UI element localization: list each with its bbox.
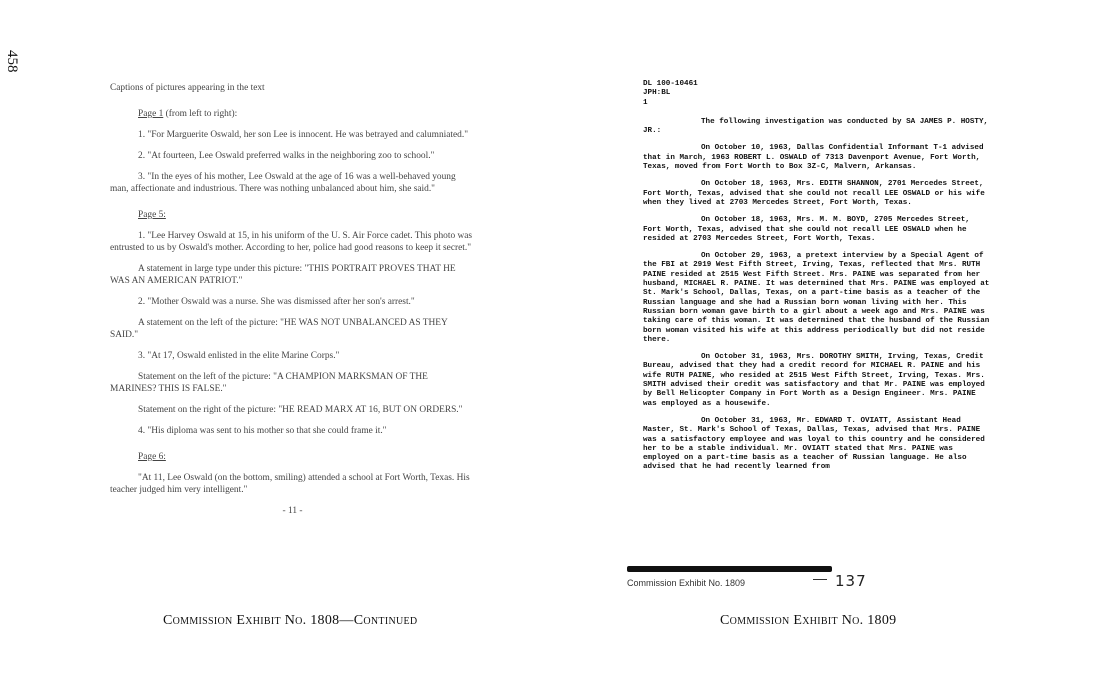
caption-item: Statement on the right of the picture: "HE READ MARX AT 16, BUT ON ORDERS."	[138, 405, 463, 415]
report-paragraph: On October 29, 1963, a pretext interview by a Special Agent of the FBI at 2919 West Fifth Street, Irving, Texas, reflected that Mrs. RUTH PAINE resided at 2515 West Fifth Street. Mrs. PAINE was separated from her husband, MICHAEL R. PAINE. It was determined that Mrs. PAINE was employed at St. Mark's School, Dallas, Texas, on a part-time basis as a teacher of the Russian language and she had a Russian born woman living with her. This Russian born woman gave birth to a girl about a week ago and Mrs. PAINE was taking care of this woman. It was determined that the husband of the Russian born woman visited his wife at this address periodically but did not reside there.	[643, 252, 990, 344]
caption-item: 1. "For Marguerite Oswald, her son Lee is innocent. He was betrayed and calumniated."	[138, 130, 469, 140]
left-exhibit-page	[110, 82, 475, 526]
page5-heading: Page 5:	[138, 210, 166, 220]
caption-item: 2. "Mother Oswald was a nurse. She was dismissed after her son's arrest."	[138, 297, 415, 307]
report-paragraph: On October 18, 1963, Mrs. EDITH SHANNON, 2701 Mercedes Street, Fort Worth, Texas, advised that she could not recall LEE OSWALD or his wife when they lived at 2703 Mercedes Street, Fort Worth, Texas.	[643, 180, 985, 207]
report-intro: The following investigation was conducted by SA JAMES P. HOSTY, JR.:	[643, 117, 989, 136]
exhibit-caption-left: Commission Exhibit No. 1808—Continued	[163, 613, 418, 628]
caption-item: 2. "At fourteen, Lee Oswald preferred walks in the neighboring zoo to school."	[138, 151, 435, 161]
file-page: 1	[643, 98, 648, 107]
stamp-dash: —	[813, 570, 827, 586]
exhibit-stamp: Commission Exhibit No. 1809	[627, 578, 746, 588]
page1-heading	[138, 108, 475, 120]
left-page-header: Captions of pictures appearing in the text	[110, 83, 265, 93]
handwritten-number: 137	[835, 572, 867, 590]
page1-heading-note: (from left to right):	[163, 109, 238, 119]
report-paragraph: On October 18, 1963, Mrs. M. M. BOYD, 2705 Mercedes Street, Fort Worth, Texas, advised that she could not recall LEE OSWALD when he resided at 2703 Mercedes Street, Fort Worth, Texas.	[643, 216, 970, 243]
file-initials: JPH:BL	[643, 89, 671, 98]
page1-heading-label: Page 1	[138, 109, 164, 119]
report-paragraph: On October 31, 1963, Mrs. DOROTHY SMITH, Irving, Texas, Credit Bureau, advised that they had a credit record for MICHAEL R. PAINE and his wife RUTH PAINE, who resided at 2515 West Fifth Street, Irving, Texas. Mrs. SMITH advised their credit was satisfactory and that Mr. PAINE was employed by Bell Helicopter Company in Fort Worth as a Design Engineer. Mrs. PAINE was employed as a housewife.	[643, 353, 985, 408]
report-paragraph: On October 10, 1963, Dallas Confidential Informant T-1 advised that in March, 1963 ROBERT L. OSWALD of 7313 Davenport Avenue, Fort Worth, Texas, moved from Fort Worth to Box 3Z-C, Malvern, Arkansas.	[643, 144, 984, 172]
exhibit-caption-right: Commission Exhibit No. 1809	[720, 613, 897, 628]
caption-item: A statement on the left of the picture: "HE WAS NOT UNBALANCED AS THEY SAID."	[110, 318, 448, 340]
caption-item: 1. "Lee Harvey Oswald at 15, in his uniform of the U. S. Air Force cadet. This photo was entrusted to us by Oswald's mother. According to her, police had good reasons to keep it secret."	[110, 231, 473, 253]
page6-heading: Page 6:	[138, 452, 166, 462]
page-number: 458	[4, 50, 20, 73]
caption-item: A statement in large type under this picture: "THIS PORTRAIT PROVES THAT HE WAS AN AMERICAN PATRIOT."	[110, 264, 456, 286]
right-exhibit-page	[643, 80, 990, 481]
stamp-bar	[627, 566, 832, 572]
caption-item: 4. "His diploma was sent to his mother so that she could frame it."	[138, 426, 387, 436]
caption-item: 3. "At 17, Oswald enlisted in the elite Marine Corps."	[138, 351, 340, 361]
left-page-footer-number: - 11 -	[282, 506, 303, 516]
caption-item: 3. "In the eyes of his mother, Lee Oswald at the age of 16 was a well-behaved young man, affectionate and industrious. There was nothing unbalanced about him, she said."	[110, 172, 456, 194]
file-number: DL 100-10461	[643, 80, 698, 88]
report-paragraph: On October 31, 1963, Mr. EDWARD T. OVIATT, Assistant Head Master, St. Mark's School of Texas, Dallas, Texas, advised that Mrs. PAINE was a satisfactory employee and was loyal to this country and he considered her to be a stable individual. Mr. OVIATT stated that Mrs. PAINE was employed on a part-time basis as a teacher of Russian language. He also advised that he had recently learned from	[643, 416, 985, 472]
caption-item: Statement on the left of the picture: "A CHAMPION MARKSMAN OF THE MARINES? THIS IS FALSE."	[110, 372, 428, 394]
caption-item: "At 11, Lee Oswald (on the bottom, smiling) attended a school at Fort Worth, Texas. His teacher judged him very intelligent."	[110, 473, 470, 495]
